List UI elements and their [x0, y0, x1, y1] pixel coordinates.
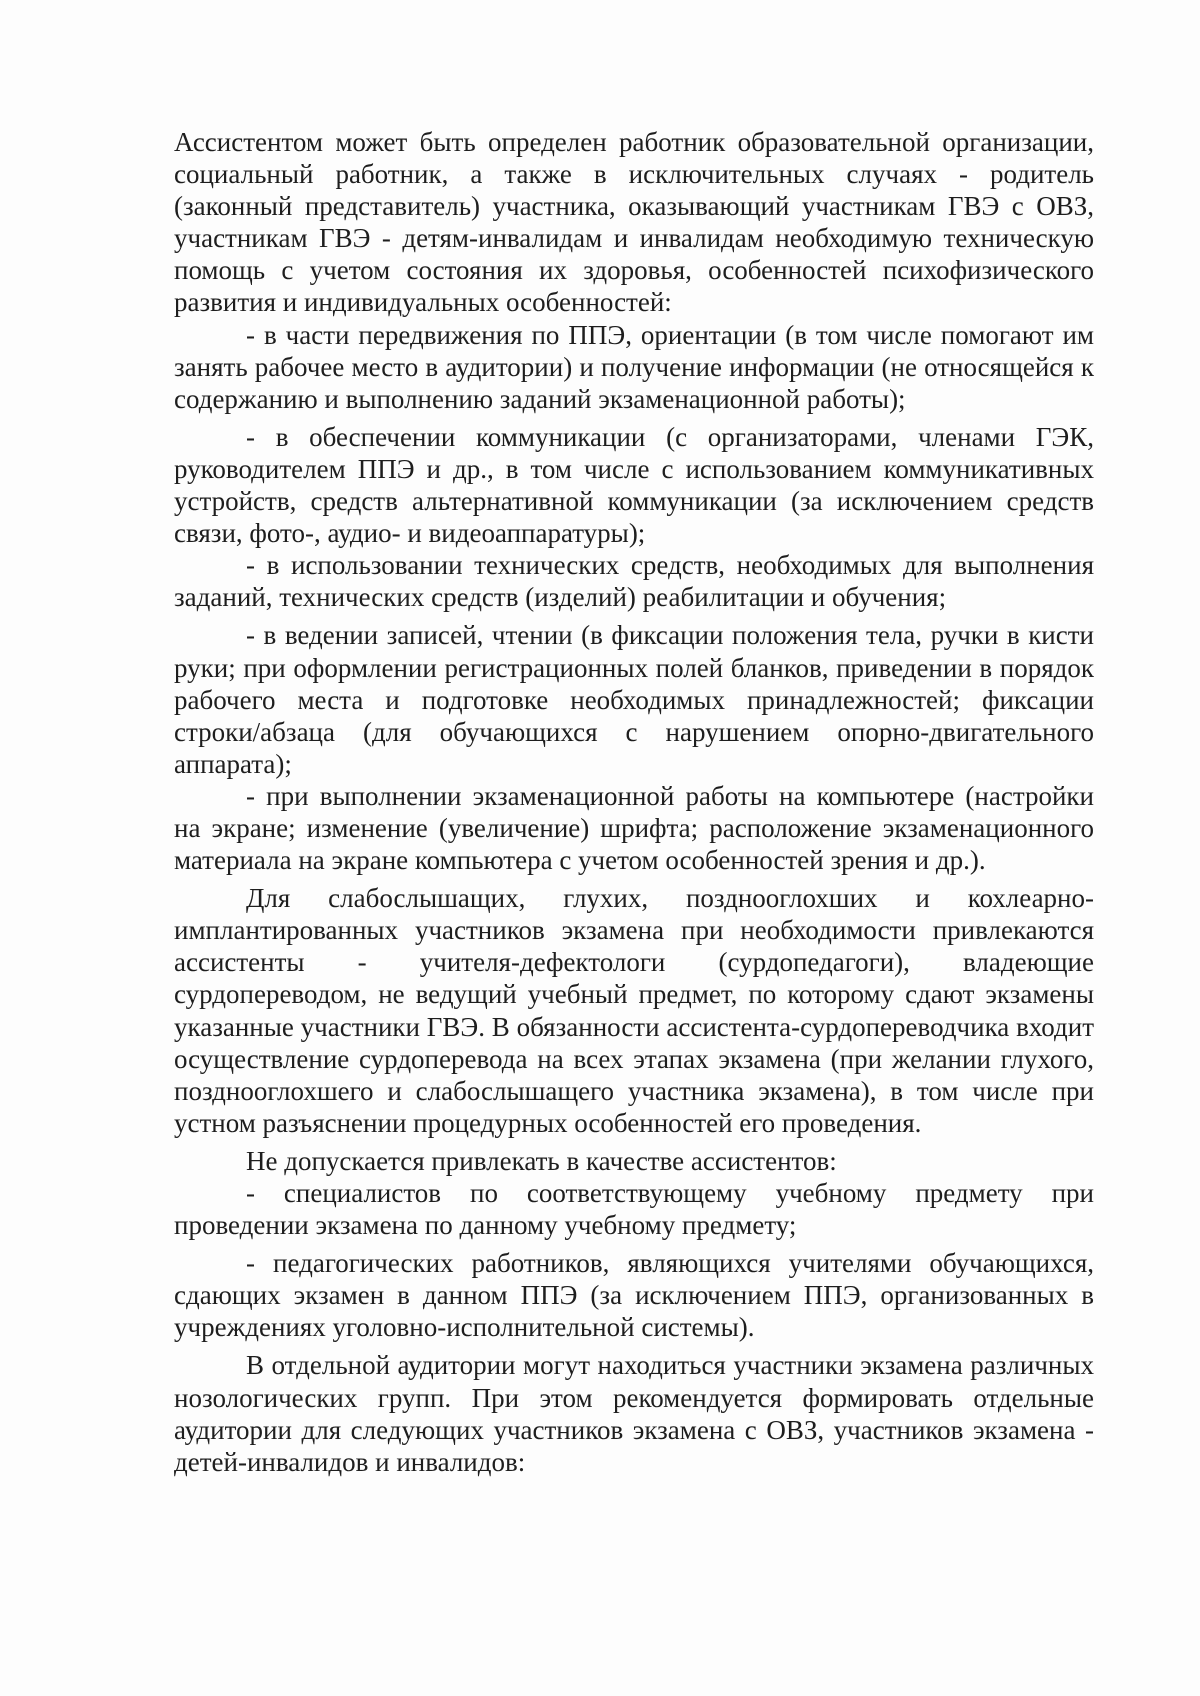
paragraph-subject-specialists: - специалистов по соответствующему учебному предмету при проведении экзамена по данному учебному предмету; — [174, 1178, 1094, 1241]
paragraph-sign-language-assistants: Для слабослышащих, глухих, позднооглохших и кохлеарно-имплантированных участников экзамена при необходимости привлекаются ассистенты - учителя-дефектологи (сурдопедагоги), владеющие сурдопереводом, не ведущий учебный предмет, по которому сдают экзамены указанные участники ГВЭ. В обязанности ассистента-сурдопереводчика входит осуществление сурдоперевода на всех этапах экзамена (при желании глухого, позднооглохшего и слабослышащего участника экзамена), в том числе при устном разъяснении процедурных особенностей его проведения. — [174, 883, 1094, 1138]
paragraph-assistant-definition: Ассистентом может быть определен работник образовательной организации, социальный работник, а также в исключительных случаях - родитель (законный представитель) участника, оказывающий участникам ГВЭ с ОВЗ, участникам ГВЭ - детям-инвалидам и инвалидам необходимую техническую помощь с учетом состояния их здоровья, особенностей психофизического развития и индивидуальных особенностей: — [174, 127, 1094, 318]
paragraph-separate-classrooms: В отдельной аудитории могут находиться участники экзамена различных нозологических групп. При этом рекомендуется формировать отдельные аудитории для следующих участников экзамена с ОВЗ, участников экзамена - детей-инвалидов и инвалидов: — [174, 1350, 1094, 1477]
paragraph-communication-help: - в обеспечении коммуникации (с организаторами, членами ГЭК, руководителем ППЭ и др., в том числе с использованием коммуникативных устройств, средств альтернативной коммуникации (за исключением средств связи, фото-, аудио- и видеоаппаратуры); — [174, 421, 1094, 549]
paragraph-writing-reading: - в ведении записей, чтении (в фиксации положения тела, ручки в кисти руки; при оформлении регистрационных полей бланков, приведении в порядок рабочего места и подготовке необходимых принадлежностей; фиксации строки/абзаца (для обучающихся с нарушением опорно-двигательного аппарата); — [174, 620, 1094, 779]
paragraph-pedagogical-workers: - педагогических работников, являющихся учителями обучающихся, сдающих экзамен в данном ППЭ (за исключением ППЭ, организованных в учреждениях уголовно-исполнительной системы). — [174, 1248, 1094, 1343]
paragraph-movement-help: - в части передвижения по ППЭ, ориентации (в том числе помогают им занять рабочее место в аудитории) и получение информации (не относящейся к содержанию и выполнению заданий экзаменационной работы); — [174, 319, 1094, 414]
document-body — [174, 126, 1094, 1478]
paragraph-technical-means: - в использовании технических средств, необходимых для выполнения заданий, технических средств (изделий) реабилитации и обучения; — [174, 550, 1094, 613]
paragraph-not-allowed-heading: Не допускается привлекать в качестве ассистентов: — [246, 1145, 837, 1176]
paragraph-computer-work: - при выполнении экзаменационной работы на компьютере (настройки на экране; изменение (увеличение) шрифта; расположение экзаменационного материала на экране компьютера с учетом особенностей зрения и др.). — [174, 780, 1094, 876]
